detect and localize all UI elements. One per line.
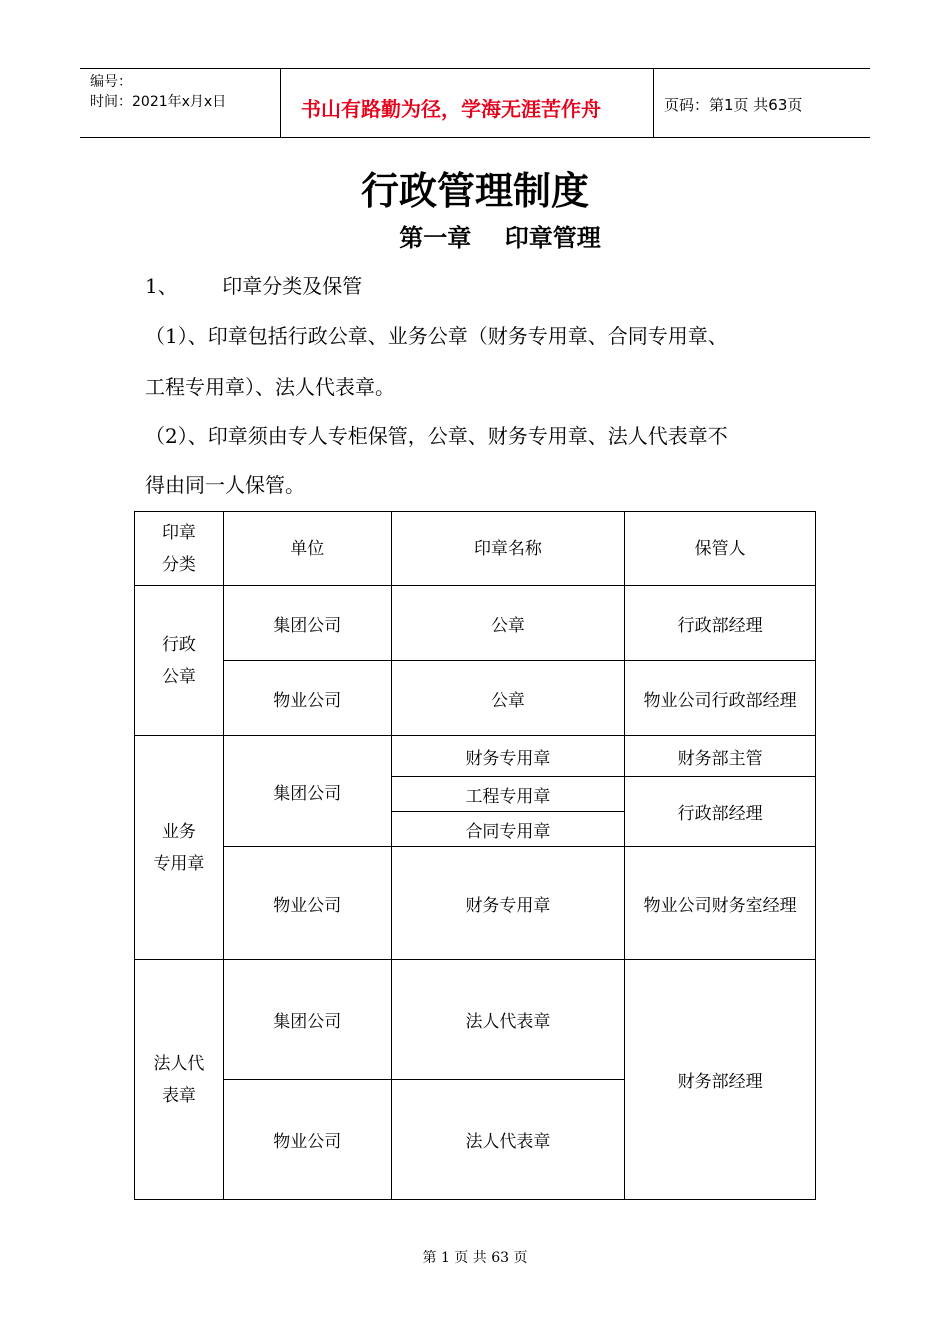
header-unit: 单位: [223, 512, 391, 586]
table-header-row: [135, 512, 816, 586]
page-info: 页码：第1页 共63页: [664, 96, 803, 114]
category-admin: 行政 公章: [135, 586, 224, 736]
keeper-cell: 财务部经理: [625, 960, 816, 1200]
header-seal-name: 印章名称: [391, 512, 625, 586]
table-row: [135, 960, 816, 1080]
keeper-cell: 物业公司财务室经理: [625, 847, 816, 960]
table-row: [135, 661, 816, 736]
seal-name-cell: 法人代表章: [391, 1080, 625, 1200]
header-left-cell: [80, 69, 281, 137]
header-category: 印章 分类: [135, 512, 224, 586]
table-row: [135, 847, 816, 960]
category-legal: 法人代 表章: [135, 960, 224, 1200]
section-heading: 1、 印章分类及保管: [145, 274, 363, 298]
unit-cell: 集团公司: [223, 736, 391, 847]
seal-name-cell: 合同专用章: [391, 812, 625, 847]
seal-name-cell: 财务专用章: [391, 847, 625, 960]
unit-cell: 物业公司: [223, 847, 391, 960]
paragraph-1-line-2: 工程专用章）、法人代表章。: [145, 375, 395, 399]
table-row: [135, 586, 816, 661]
header-keeper: 保管人: [625, 512, 816, 586]
category-business: 业务 专用章: [135, 736, 224, 960]
motto-text: 书山有路勤为径，学海无涯苦作舟: [301, 97, 601, 121]
seal-name-cell: 财务专用章: [391, 736, 625, 777]
seal-table: [134, 511, 816, 1200]
document-title: 行政管理制度: [360, 168, 589, 213]
header-motto-cell: [281, 69, 654, 137]
keeper-cell: 财务部主管: [625, 736, 816, 777]
paragraph-1-line-1: （1）、印章包括行政公章、业务公章（财务专用章、合同专用章、: [145, 324, 728, 348]
document-header: [80, 68, 870, 138]
header-page-cell: [654, 69, 870, 137]
paragraph-2-line-2: 得由同一人保管。: [145, 473, 305, 497]
keeper-cell: 行政部经理: [625, 777, 816, 847]
seal-name-cell: 公章: [391, 661, 625, 736]
time-label: 时间：2021年x月x日: [90, 94, 227, 110]
paragraph-2-line-1: （2）、印章须由专人专柜保管，公章、财务专用章、法人代表章不: [145, 424, 728, 448]
unit-cell: 集团公司: [223, 960, 391, 1080]
number-label: 编号：: [90, 74, 132, 90]
page-footer: 第 1 页 共 63 页: [422, 1250, 528, 1266]
unit-cell: 集团公司: [223, 586, 391, 661]
seal-name-cell: 法人代表章: [391, 960, 625, 1080]
unit-cell: 物业公司: [223, 1080, 391, 1200]
chapter-title: 第一章 印章管理: [399, 224, 601, 252]
seal-name-cell: 工程专用章: [391, 777, 625, 812]
seal-name-cell: 公章: [391, 586, 625, 661]
keeper-cell: 行政部经理: [625, 586, 816, 661]
table-row: [135, 736, 816, 777]
keeper-cell: 物业公司行政部经理: [625, 661, 816, 736]
unit-cell: 物业公司: [223, 661, 391, 736]
